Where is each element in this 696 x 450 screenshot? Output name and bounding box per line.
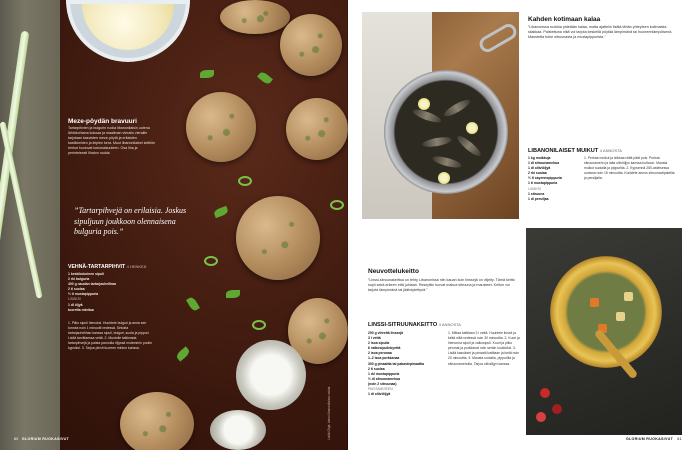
- potato-piece: [616, 312, 625, 321]
- fish-section-title: Kahden kotimaan kalaa: [528, 16, 601, 23]
- ingredient: 2 rkl suolaa: [528, 171, 547, 176]
- muikut-ingredient-list: [528, 156, 580, 202]
- yogurt-glass: [210, 410, 266, 450]
- potato-piece: [624, 292, 633, 301]
- decorative-flower: [552, 404, 562, 414]
- ingredient: ½ tl mustapippuria: [68, 292, 99, 297]
- onion-ring: [238, 176, 252, 186]
- yogurt-bowl: [66, 0, 190, 62]
- ingredient: 1 dl öljyä: [68, 302, 83, 307]
- ingredient: (noin 2 sitruunaa): [368, 381, 397, 386]
- ingredient: 1 tl mustapippuria: [528, 181, 558, 186]
- pull-quote: ”Tartarpihvejä on erilaisia. Joskus sipuljuun joukkoon olennaisena bulguria pois.”: [74, 206, 187, 236]
- soup-section-title: Neuvottelukeitto: [368, 268, 419, 275]
- intro-body: Tartarpihvien ja bulgurin ruoka libanonilaisin uutena lähtökohtana kokoaa ja maailman vierailu vieraille tarjotaan kasvisten meze-pöytä ja erilaisten kastikkeiden ja leipien kera. Muut libanonilaiset keittiön herkut kuuluvat kokonaisuuteen. Osa liha ja perinteisesti lihaton ruokia.: [68, 126, 156, 155]
- meatball: [220, 0, 290, 34]
- ingredient: 6 valkosipulinkynttä: [368, 346, 401, 351]
- recipe-method: 1. Pilko sipuli hienoksi. Huuhtele bulguri ja anna sen turvota noin 1 minuutti vedessä. Sekoita tartarjauhelihan kanssa sipuli, bulguri, suola ja pippuri. Lisää tarvittaessa vettä. 2. Muotoile taikinasta tartarpihvejä ja paista pannulla öljyssä molemmin puolin kypsiksi. 3. Tarjoa pihvit tuoreen mintun kanssa.: [68, 321, 152, 351]
- meatball: [186, 92, 256, 162]
- soup-serves: 4 ANNOSTA: [438, 322, 461, 327]
- ingredient: 1–2 isoa porkkanaa: [368, 356, 400, 361]
- mint-leaf: [200, 70, 214, 78]
- soup-bowl: [550, 256, 662, 368]
- recipe-title: VEHNÄ-TARTARPIHVIT 4 HENKEÄ: [68, 264, 147, 270]
- onion-ring: [204, 256, 218, 266]
- ingredient-heading: PAISTAMISEEN: [368, 387, 393, 392]
- muikut-serves: 4 ANNOSTA: [599, 148, 622, 153]
- fish-section-body: ”Libanonissa ruokkia pidetään kalaa, mutta ajattelin lisätä tähän yhteyteen kotimaista silakkaa. Paistettuna niitä voi tarjota keskellä pöytää lämpimänä tai huoneenlämpöisenä. Maustetta tulee sitruunasta ja mustapippurista.”: [528, 25, 673, 39]
- intro-title: Meze-pöydän bravuuri: [68, 118, 137, 125]
- ingredient: 2 isoa perunaa: [368, 351, 392, 356]
- fish-pan-photo: [362, 12, 519, 219]
- meatball: [120, 392, 194, 450]
- meatball: [280, 14, 342, 76]
- lemon-slice: [438, 172, 450, 184]
- ingredient: ½ tl cayennepippuria: [528, 176, 562, 181]
- ingredient: 1 dl oliiviöljyä: [528, 166, 551, 171]
- ingredient: 200 g vihreitä linssejä: [368, 331, 404, 335]
- soup-recipe-title: LINSSI-SITRUUNAKEITTO 4 ANNOSTA: [368, 322, 461, 328]
- mint-leaf: [175, 346, 191, 361]
- recipe-serves: 4 HENKEÄ: [126, 264, 147, 269]
- soup-method: 1. Mittaa kattilaan 3 l vettä. Huuhtele linssit ja keitä niitä vedessä noin 30 minuuttia. 2. Kuori ja hienonna sipuli ja valkosipuli. Kuori ja pilko perunat ja porkkanat noin sentin kuutioiksi. 3. Lisää kasvikset ja pinaatti kattilaan ja keitä noin 20 minuuttia. 4. Mausta suolalla, pippurilla ja sitruunamehulla. Tarjoa oliiviöljyn kanssa.: [448, 331, 520, 366]
- right-page: [348, 0, 696, 450]
- ingredient-heading: LISÄKSI: [68, 297, 81, 302]
- soup-section-body: ”Linssi-sitruunakeittoa on tehty Libanonissa niin kauan kuin linssejä on viljelty. Tämä keitto sopii sekä arkeen että juhlaan. Reseptiin tuovat makua sitruuna ja mausteet. Keiton voi tarjota lämpimänä tai jäähdytettynä.”: [368, 278, 515, 292]
- magazine-name: GLORIUM RUOKASIVUT: [21, 437, 70, 441]
- lemon-slice: [466, 122, 478, 134]
- ingredient: 300 g pinaattia tai pakastepinaattia: [368, 361, 424, 366]
- ingredient: 2 tl suolaa: [68, 287, 85, 292]
- onion-ring: [252, 320, 266, 330]
- page-folio: [624, 437, 682, 441]
- decorative-flower: [540, 388, 550, 398]
- ingredient-list: [68, 272, 138, 313]
- mint-leaf: [257, 70, 273, 85]
- carrot-piece: [590, 298, 599, 307]
- mint-leaf: [213, 206, 229, 218]
- magazine-name: GLORIUM RUOKASIVUT: [625, 437, 674, 441]
- ingredient: 2 rkl bulguria: [68, 277, 90, 282]
- muikut-recipe-title: LIBANONILAISET MUIKUT 4 ANNOSTA: [528, 148, 622, 154]
- soup-bowl-photo: [526, 228, 682, 435]
- page-number: 81: [677, 437, 682, 441]
- lemon-slice: [418, 98, 430, 110]
- ingredient: 1 keskikokoinen sipuli: [68, 272, 104, 276]
- photo-credit: Lisää Ohja: katso libanonilaisia ruokia.: [327, 385, 331, 440]
- mint-leaf: [226, 290, 240, 298]
- mint-leaf: [186, 296, 200, 312]
- page-folio: [14, 437, 69, 441]
- muikut-method: 1. Perkaa muikut ja leikkaa niiltä päät pois. Purista sitruunamehu ja laita oliiviöljyn kanssa kulhoon. Mausta muikut suolalla ja pippurilla. 2. Kypsennä 250-asteisessa uunissa noin 15 minuuttia. Koristele annos sitruunaviipaleilla ja persiljalla.: [584, 156, 675, 181]
- ingredient: 400 g naudan tartarjauhelihaa: [68, 282, 116, 287]
- ingredient: 1 dl sitruunamehua: [528, 161, 560, 166]
- meatball: [236, 196, 320, 280]
- ingredient: 1 dl oliiviöljyä: [368, 392, 391, 397]
- ingredient: 3 l vettä: [368, 336, 381, 341]
- ingredient: 1 dl persiljaa: [528, 196, 549, 201]
- onion-ring: [330, 200, 344, 210]
- ingredient: 1 kg muikkuja: [528, 156, 551, 160]
- ingredient: 1 sitruuna: [528, 191, 545, 196]
- ingredient: 2 tl suolaa: [368, 366, 385, 371]
- ingredient: 2 isoa sipulia: [368, 341, 390, 346]
- pan-handle: [477, 21, 519, 55]
- ingredient: 1 rkl mustapippuria: [368, 371, 400, 376]
- cutting-board: [0, 0, 60, 450]
- meatball: [286, 98, 348, 160]
- soup-ingredient-list: [368, 331, 438, 397]
- ingredient-heading: LISÄKSI: [528, 186, 541, 191]
- decorative-flower: [536, 412, 546, 422]
- page-number: 80: [14, 437, 19, 441]
- ingredient: ½ dl sitruunamehua: [368, 376, 401, 381]
- yogurt-glass: [236, 340, 306, 410]
- ingredient: tuoretta minttua: [68, 307, 94, 312]
